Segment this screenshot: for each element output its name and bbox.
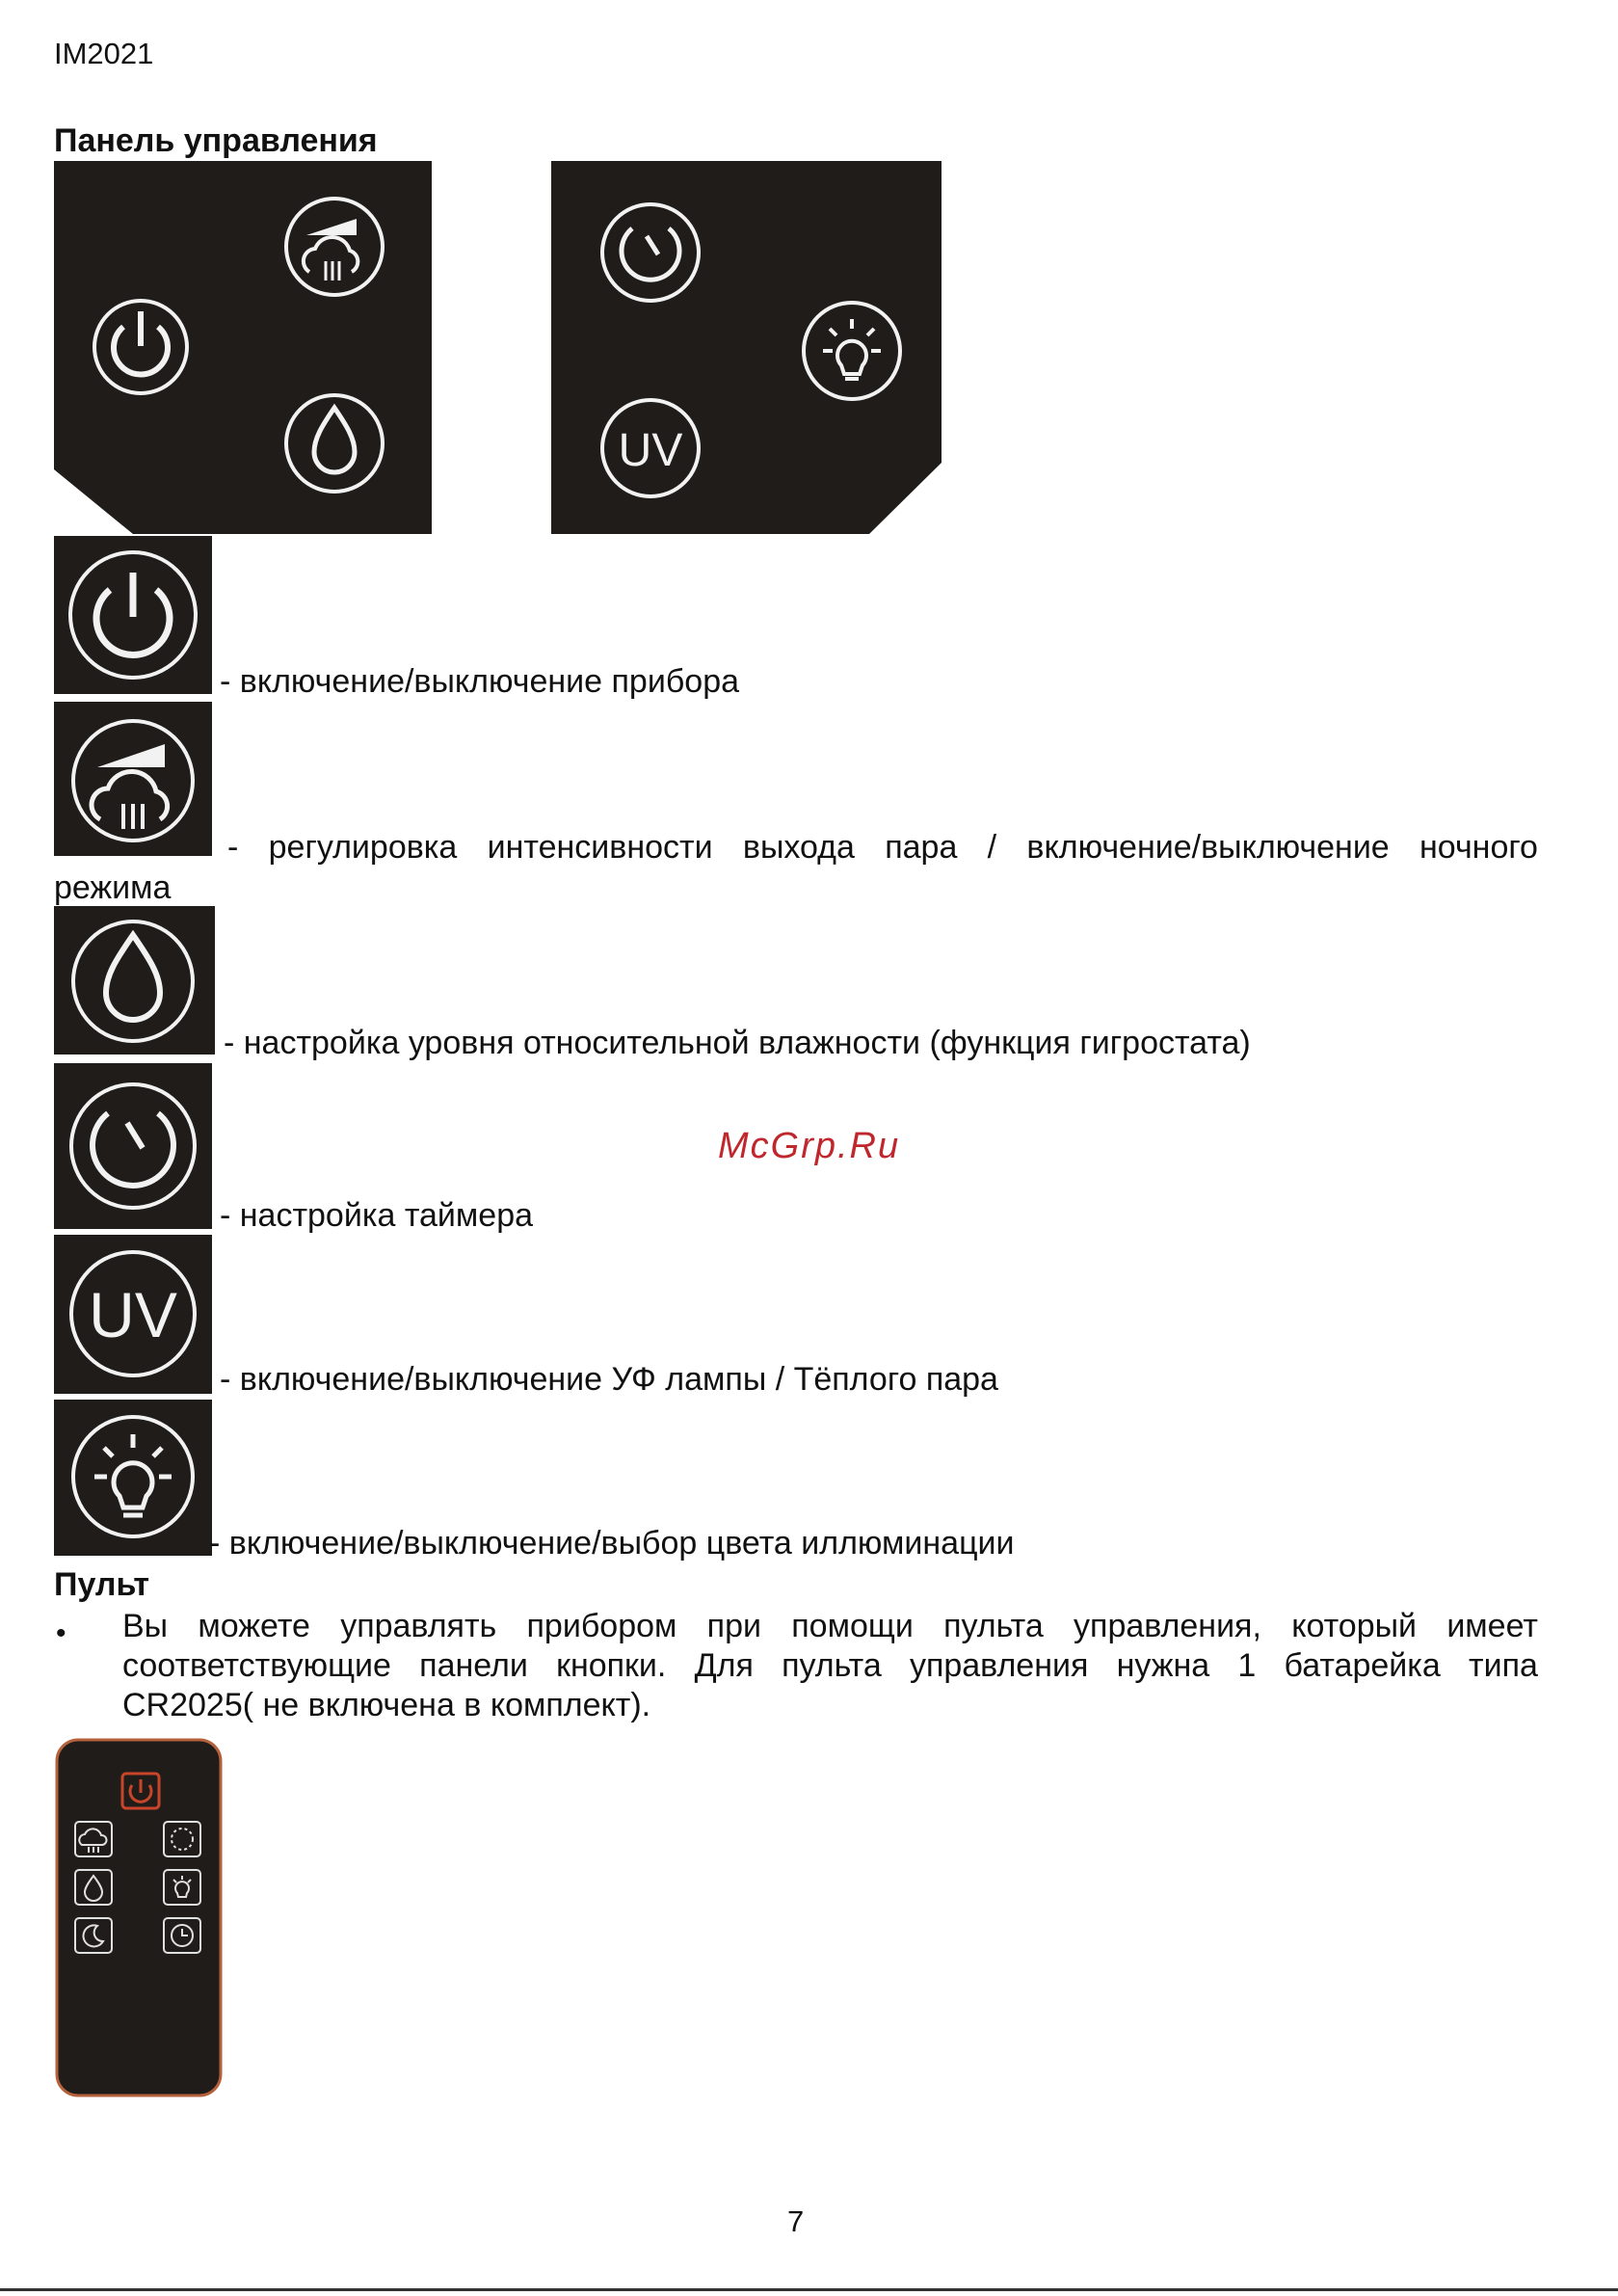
panel-section-title: Панель управления	[54, 122, 378, 159]
legend-uv-text: - включение/выключение УФ лампы / Тёплого пара	[220, 1361, 998, 1398]
page-number: 7	[787, 2204, 805, 2238]
uv-icon	[71, 1252, 195, 1375]
timer-icon	[71, 1084, 195, 1208]
legend-droplet-icon-box	[54, 906, 215, 1055]
legend-uv-icon-box	[54, 1235, 212, 1394]
light-bulb-icon	[73, 1417, 193, 1536]
droplet-icon	[73, 921, 193, 1041]
model-code: IM2021	[54, 37, 154, 70]
legend-bulb-icon-box	[54, 1400, 212, 1556]
legend-power-text: - включение/выключение прибора	[220, 663, 740, 700]
legend-bulb-text: - включение/выключение/выбор цвета иллюминации	[209, 1525, 1015, 1562]
bottom-rule	[0, 2288, 1618, 2291]
legend-timer-text: - настройка таймера	[220, 1197, 534, 1234]
control-panel-left	[54, 161, 432, 534]
remote-control	[54, 1737, 224, 2098]
legend-power-icon-box	[54, 536, 212, 694]
legend-timer-icon-box	[54, 1063, 212, 1229]
bullet-marker: •	[56, 1617, 66, 1649]
legend-droplet-text: - настройка уровня относительной влажности (функция гигростата)	[224, 1025, 1251, 1061]
power-icon	[70, 552, 196, 678]
watermark: McGrp.Ru	[718, 1126, 901, 1166]
legend-steam-text: - регулировка интенсивности выхода пара / включение/выключение ночного режима	[54, 829, 1538, 906]
svg-text:UV: UV	[89, 1279, 177, 1350]
remote-section-title: Пульт	[54, 1566, 150, 1603]
steam-intensity-icon	[73, 721, 193, 841]
control-panel-right	[551, 161, 942, 534]
svg-text:UV: UV	[618, 425, 683, 476]
remote-description: Вы можете управлять прибором при помощи пульта управления, который имеет соответствующие панели кнопки. Для пульта управления нужна 1 батарейка типа CR2025( не включена в комплект).	[122, 1608, 1538, 1723]
